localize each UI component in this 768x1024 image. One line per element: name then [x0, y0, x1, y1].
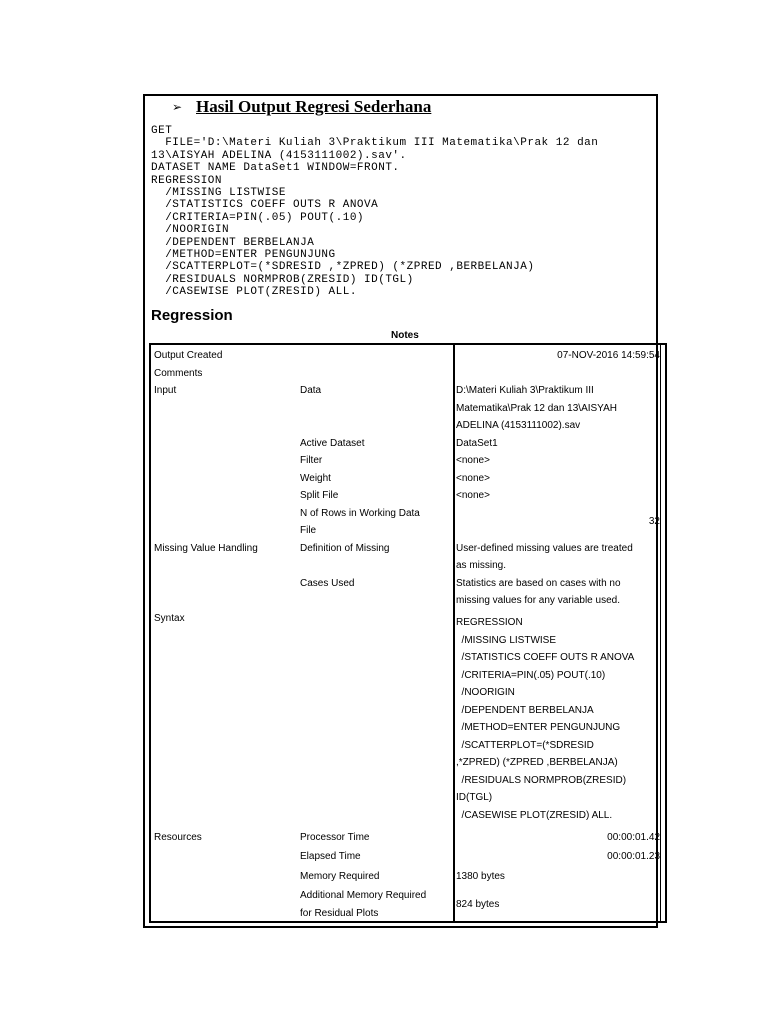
n-rows-label-line: N of Rows in Working Data: [300, 508, 420, 519]
data-label: Data: [300, 385, 322, 396]
split-file-value: <none>: [456, 490, 490, 501]
syntax-label: Syntax: [154, 613, 185, 624]
processor-time-value: 00:00:01.42: [607, 832, 660, 843]
syntax-line: /STATISTICS COEFF OUTS R ANOVA: [151, 199, 379, 212]
syntax-line: /METHOD=ENTER PENGUNJUNG: [151, 249, 336, 262]
memory-required-label: Memory Required: [300, 871, 380, 882]
data-value-line: Matematika\Prak 12 dan 13\AISYAH: [456, 403, 618, 414]
arrow-bullet-icon: ➢: [172, 100, 183, 114]
syntax-value-line: /SCATTERPLOT=(*SDRESID: [456, 740, 594, 751]
data-value-line: D:\Materi Kuliah 3\Praktikum III: [456, 385, 594, 396]
filter-label: Filter: [300, 455, 323, 466]
resources-label: Resources: [154, 832, 202, 843]
table-divider: [453, 343, 455, 923]
active-dataset-label: Active Dataset: [300, 438, 365, 449]
data-value-line: ADELINA (4153111002).sav: [456, 420, 581, 431]
syntax-value-line: /CASEWISE PLOT(ZRESID) ALL.: [456, 810, 613, 821]
syntax-line: /CRITERIA=PIN(.05) POUT(.10): [151, 211, 365, 224]
active-dataset-value: DataSet1: [456, 438, 498, 449]
memory-required-value: 1380 bytes: [456, 871, 505, 882]
syntax-value-line: REGRESSION: [456, 617, 523, 628]
syntax-line: /CASEWISE PLOT(ZRESID) ALL.: [151, 286, 357, 299]
elapsed-time-value: 00:00:01.23: [607, 851, 660, 862]
split-file-label: Split File: [300, 490, 339, 501]
additional-memory-label-line: for Residual Plots: [300, 908, 379, 919]
syntax-line: FILE='D:\Materi Kuliah 3\Praktikum III Matematika\Prak 12 dan: [151, 137, 599, 150]
syntax-line: 13\AISYAH ADELINA (4153111002).sav'.: [151, 149, 407, 162]
n-rows-label-line: File: [300, 525, 317, 536]
output-created-value: 07-NOV-2016 14:59:54: [557, 350, 660, 361]
syntax-line: /RESIDUALS NORMPROB(ZRESID) ID(TGL): [151, 273, 414, 286]
syntax-value-line: ,*ZPRED) (*ZPRED ,BERBELANJA): [456, 757, 618, 768]
cases-used-value-line: missing values for any variable used.: [456, 595, 620, 606]
syntax-line: REGRESSION: [151, 174, 223, 187]
additional-memory-value: 824 bytes: [456, 899, 500, 910]
n-rows-value: 32: [648, 516, 660, 527]
syntax-value-line: /CRITERIA=PIN(.05) POUT(.10): [456, 670, 606, 681]
processor-time-label: Processor Time: [300, 832, 370, 843]
elapsed-time-label: Elapsed Time: [300, 851, 361, 862]
cases-used-label: Cases Used: [300, 578, 355, 589]
comments-label: Comments: [154, 368, 203, 379]
missing-value-handling-label: Missing Value Handling: [154, 543, 258, 554]
table-inner-border: [660, 343, 661, 923]
syntax-line: /MISSING LISTWISE: [151, 187, 286, 200]
section-title: Regression: [151, 307, 233, 324]
additional-memory-label-line: Additional Memory Required: [300, 890, 427, 901]
syntax-value-line: /MISSING LISTWISE: [456, 635, 557, 646]
syntax-line: /NOORIGIN: [151, 224, 230, 237]
syntax-value-line: /DEPENDENT BERBELANJA: [456, 705, 594, 716]
syntax-line: /DEPENDENT BERBELANJA: [151, 236, 315, 249]
syntax-line: /SCATTERPLOT=(*SDRESID ,*ZPRED) (*ZPRED ,BERBELANJA): [151, 261, 535, 274]
syntax-value-line: /NOORIGIN: [456, 687, 515, 698]
output-created-label: Output Created: [154, 350, 223, 361]
syntax-value-line: ID(TGL): [456, 792, 493, 803]
syntax-line: GET: [151, 125, 173, 137]
syntax-value-line: /RESIDUALS NORMPROB(ZRESID): [456, 775, 627, 786]
syntax-code-block: [151, 125, 598, 299]
definition-value-line: as missing.: [456, 560, 507, 571]
heading: [172, 97, 431, 117]
filter-value: <none>: [456, 455, 490, 466]
definition-of-missing-label: Definition of Missing: [300, 543, 390, 554]
definition-value-line: User-defined missing values are treated: [456, 543, 633, 554]
input-label: Input: [154, 385, 177, 396]
syntax-line: DATASET NAME DataSet1 WINDOW=FRONT.: [151, 162, 400, 175]
syntax-value-line: /METHOD=ENTER PENGUNJUNG: [456, 722, 621, 733]
cases-used-value-line: Statistics are based on cases with no: [456, 578, 621, 589]
heading-title: Hasil Output Regresi Sederhana: [196, 97, 432, 116]
notes-table: [149, 343, 667, 923]
weight-label: Weight: [300, 473, 331, 484]
syntax-value-line: /STATISTICS COEFF OUTS R ANOVA: [456, 652, 635, 663]
notes-caption: Notes: [391, 330, 419, 341]
weight-value: <none>: [456, 473, 490, 484]
